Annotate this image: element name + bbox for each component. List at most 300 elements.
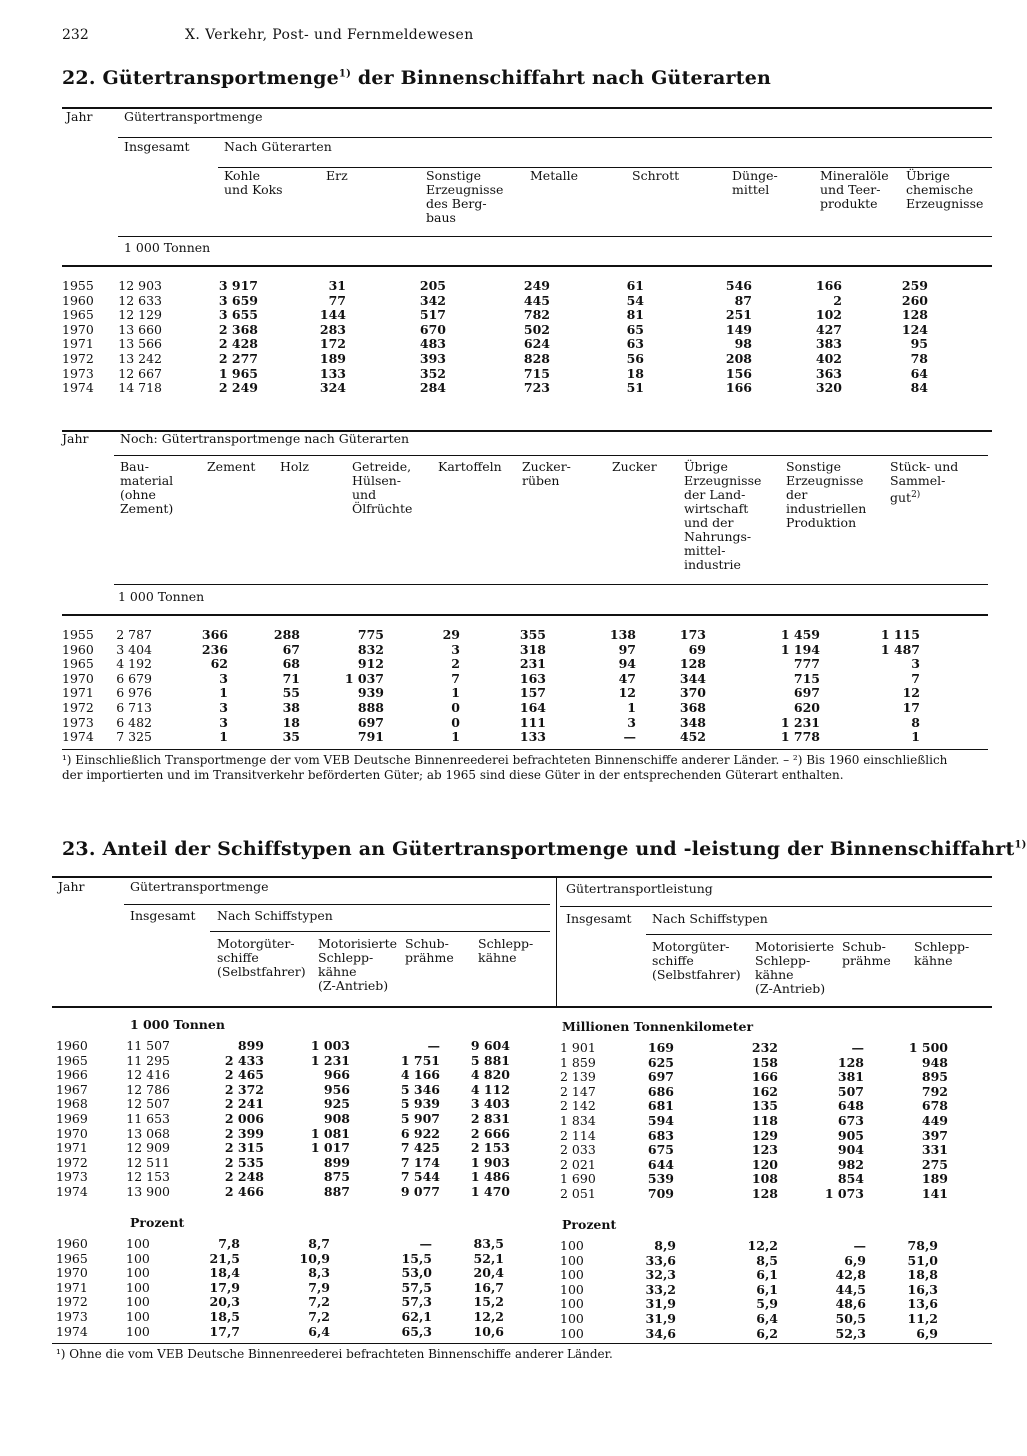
table-cell: 1970 (62, 321, 94, 337)
table-cell: 6 976 (116, 685, 152, 701)
table-cell: 259 (901, 278, 928, 293)
t22b-column-header: Getreide, Hülsen- und Ölfrüchte (352, 459, 413, 516)
table-cell: 3 (219, 670, 228, 686)
table-cell: 57,5 (401, 1279, 432, 1295)
table-cell: 100 (560, 1252, 584, 1268)
table-cell: 2 249 (218, 380, 258, 396)
table-cell: 1 834 (560, 1112, 596, 1128)
table-cell: 854 (837, 1171, 864, 1187)
table-cell: 502 (523, 321, 550, 337)
table-cell: 31 (328, 278, 346, 293)
table-cell: 352 (419, 365, 446, 381)
table-cell: 675 (647, 1142, 674, 1158)
table-cell: 1970 (62, 670, 94, 686)
table-cell: 1966 (56, 1067, 88, 1083)
table-cell: 1970 (56, 1265, 88, 1281)
table-cell: 163 (519, 670, 546, 686)
table-cell: 6,4 (756, 1310, 778, 1326)
data-column (896, 1041, 948, 1202)
table-cell: 1 115 (880, 627, 920, 642)
table-cell: 7,9 (308, 1279, 330, 1295)
t22-column-header: Dünge- mittel (732, 168, 778, 197)
table-cell: 715 (793, 670, 820, 686)
table-cell: 57,3 (401, 1294, 432, 1310)
t23-left-nach-label: Nach Schiffstypen (217, 908, 333, 923)
table-cell: 1 690 (560, 1171, 596, 1187)
table-cell: 2 114 (560, 1127, 596, 1143)
t22-column-header: Übrige chemische Erzeugnisse (906, 168, 984, 211)
t23-unit-right: Millionen Tonnenkilometer (562, 1019, 754, 1034)
t23-right-nach-label: Nach Schiffstypen (652, 911, 768, 926)
table-cell: 275 (921, 1156, 948, 1172)
table-cell: 625 (647, 1054, 674, 1070)
table-cell: 1965 (56, 1250, 88, 1266)
table-cell: 1974 (56, 1323, 88, 1339)
table-cell: 912 (357, 656, 384, 672)
table-cell: 1 (451, 685, 460, 701)
table-cell: 381 (837, 1069, 864, 1085)
t22-unit-label: 1 000 Tonnen (124, 240, 211, 255)
table-cell: 52,1 (473, 1250, 504, 1266)
rule (52, 1006, 992, 1008)
table-cell: 18 (282, 714, 300, 730)
table-cell: 1960 (62, 641, 94, 657)
data-column (502, 628, 546, 745)
data-column (400, 279, 446, 396)
table-cell: 42,8 (835, 1267, 866, 1283)
t22-footnote-1: ¹) Einschließlich Transportmenge der vom VEB Deutsche Binnenreederei befrachteten Binnenschiffe anderer Länder. – ²) Bis 1960 einschließlich (62, 753, 948, 767)
table-cell: 12 416 (126, 1067, 170, 1083)
table-cell: 7,2 (308, 1308, 330, 1324)
table-cell: 8,7 (308, 1236, 330, 1251)
table-cell: 1970 (56, 1125, 88, 1141)
table-cell: 189 (319, 350, 346, 366)
table-cell: 97 (618, 641, 636, 657)
table-cell: 1 037 (344, 670, 384, 686)
t23-column-header: Motorisierte Schlepp- kähne (Z-Antrieb) (755, 939, 835, 996)
table-cell: 594 (647, 1112, 674, 1128)
table-cell: 366 (201, 627, 228, 642)
table-cell: 318 (519, 641, 546, 657)
table-cell: 507 (837, 1083, 864, 1099)
table-cell: 100 (560, 1238, 584, 1253)
table-cell: 100 (560, 1267, 584, 1283)
t22-insgesamt-label: Insgesamt (124, 139, 190, 154)
table-cell: 149 (725, 321, 752, 337)
rule (210, 931, 550, 932)
table-cell: 5 907 (400, 1110, 440, 1126)
table-cell: 10,6 (473, 1323, 504, 1339)
table-cell: 1972 (56, 1294, 88, 1310)
table-cell: 100 (126, 1250, 150, 1266)
table-cell: 1 486 (470, 1169, 510, 1185)
table-cell: 166 (725, 380, 752, 396)
t22b-column-header: Kartoffeln (438, 459, 502, 474)
table-cell: 172 (319, 336, 346, 352)
table-cell: 355 (519, 627, 546, 642)
table-cell: 1971 (62, 685, 94, 701)
table-cell: 0 (451, 699, 460, 715)
table-cell: 1971 (56, 1279, 88, 1295)
data-column (210, 279, 258, 396)
t22b-column-header: Zucker (612, 459, 657, 474)
table-cell: 331 (921, 1142, 948, 1158)
table-cell: 2 139 (560, 1069, 596, 1085)
table-cell: 38 (282, 699, 300, 715)
table-cell: 11 507 (126, 1038, 170, 1053)
table-cell: 34,6 (645, 1325, 676, 1341)
table-cell: 54 (626, 292, 644, 308)
table-cell: 2 535 (224, 1154, 264, 1170)
table-cell: 1971 (56, 1140, 88, 1156)
data-column (734, 1239, 778, 1341)
table-cell: 100 (126, 1308, 150, 1324)
data-column (336, 628, 384, 745)
t22-column-header: Sonstige Erzeugnisse des Berg- baus (426, 168, 504, 225)
rule (114, 584, 988, 585)
table-cell: 3 917 (218, 278, 258, 293)
table-cell: 12 511 (126, 1154, 170, 1170)
table-cell: 50,5 (835, 1310, 866, 1326)
table-cell: 12 129 (118, 307, 162, 323)
table-cell: 3 403 (470, 1096, 510, 1112)
t23-column-header: Schub- prähme (842, 939, 891, 968)
table-cell: 1 500 (908, 1040, 948, 1055)
table-cell: 2 433 (224, 1052, 264, 1068)
table-cell: 173 (679, 627, 706, 642)
table-cell: 32,3 (645, 1267, 676, 1283)
data-column (126, 1237, 156, 1339)
table-cell: 908 (323, 1110, 350, 1126)
table-cell: 61 (626, 278, 644, 293)
table-cell: 324 (319, 380, 346, 396)
table-cell: 6,1 (756, 1281, 778, 1297)
t22-column-header: Erz (326, 168, 348, 183)
table-cell: 236 (201, 641, 228, 657)
table-cell: 12 507 (126, 1096, 170, 1112)
table-cell: 2 372 (224, 1081, 264, 1097)
table-cell: 10,9 (299, 1250, 330, 1266)
t23-right-insgesamt-label: Insgesamt (566, 911, 632, 926)
table-cell: 2 787 (116, 627, 152, 642)
table-cell: 51 (626, 380, 644, 396)
table-cell: 71 (282, 670, 300, 686)
table-cell: 925 (323, 1096, 350, 1112)
table-cell: 1974 (56, 1183, 88, 1199)
table-cell: 95 (910, 336, 928, 352)
table-cell: 2 006 (224, 1110, 264, 1126)
table-cell: 6 713 (116, 699, 152, 715)
rule (560, 906, 992, 907)
t23-column-header: Schlepp- kähne (478, 936, 534, 965)
table-cell: 2 241 (224, 1096, 264, 1112)
table22-title: 22. Gütertransportmenge$^{1)}$ der Binnenschiffahrt nach Güterarten (62, 67, 772, 89)
table-cell: 427 (815, 321, 842, 337)
t22b-jahr-label: Jahr (62, 431, 89, 446)
table-cell: 5,9 (756, 1296, 778, 1312)
table-cell: 4 192 (116, 656, 152, 672)
table-cell: 284 (419, 380, 446, 396)
table-cell: 697 (647, 1069, 674, 1085)
table-cell: 13 660 (118, 321, 162, 337)
table-cell: 33,6 (645, 1252, 676, 1268)
table-cell: 156 (725, 365, 752, 381)
rule (118, 137, 992, 138)
t22b-column-header: Holz (280, 459, 310, 474)
table-cell: 1967 (56, 1081, 88, 1097)
t23-unit-left: 1 000 Tonnen (130, 1017, 225, 1032)
table-cell: 5 939 (400, 1096, 440, 1112)
table-cell: 344 (679, 670, 706, 686)
table-cell: 6,2 (756, 1325, 778, 1341)
table-cell: 1972 (62, 350, 94, 366)
table-cell: 1972 (62, 699, 94, 715)
table-cell: 342 (419, 292, 446, 308)
table-cell: 2 033 (560, 1142, 596, 1158)
table-cell: 723 (523, 380, 550, 396)
table-cell: 189 (921, 1171, 948, 1187)
t22b-column-header: Zement (207, 459, 256, 474)
table-cell: 791 (357, 729, 384, 745)
table-cell: 832 (357, 641, 384, 657)
table-cell: 18 (626, 365, 644, 381)
table23-title: 23. Anteil der Schiffstypen an Gütertransportmenge und -leistung der Binnenschiffahrt$^{1)}$ (62, 838, 1027, 860)
data-column (190, 628, 228, 745)
table-cell: 1 470 (470, 1183, 510, 1199)
table-cell: 686 (647, 1083, 674, 1099)
table-cell: 1 231 (310, 1052, 350, 1068)
table-cell: 11 653 (126, 1110, 170, 1126)
table-cell: — (623, 729, 636, 745)
table-cell: 288 (273, 627, 300, 642)
table-cell: 12 633 (118, 292, 162, 308)
table-cell: — (419, 1236, 432, 1251)
table-cell: 7 544 (400, 1169, 440, 1185)
table-cell: 517 (419, 307, 446, 323)
table-cell: 644 (647, 1156, 674, 1172)
table-cell: 67 (282, 641, 300, 657)
t23-left-insgesamt-label: Insgesamt (130, 908, 196, 923)
table-cell: 118 (751, 1112, 778, 1128)
table-cell: 12 667 (118, 365, 162, 381)
table-cell: 7,8 (218, 1236, 240, 1251)
table-cell: 393 (419, 350, 446, 366)
table-cell: 697 (357, 714, 384, 730)
table-cell: 6,9 (916, 1325, 938, 1341)
table-cell: — (427, 1038, 440, 1053)
t23-footnote: ¹) Ohne die vom VEB Deutsche Binnenreederei befrachteten Binnenschiffe anderer Länder. (56, 1347, 613, 1361)
table-cell: 828 (523, 350, 550, 366)
table-cell: 1973 (62, 714, 94, 730)
table-cell: 21,5 (209, 1250, 240, 1266)
table-cell: 100 (560, 1325, 584, 1341)
t22-column-header: Metalle (530, 168, 579, 183)
table-cell: 1 778 (780, 729, 820, 745)
table-cell: 52,3 (835, 1325, 866, 1341)
t22b-column-header: Sonstige Erzeugnisse der industriellen Produktion (786, 459, 867, 530)
table-cell: 673 (837, 1112, 864, 1128)
table-cell: 5 346 (400, 1081, 440, 1097)
data-column (818, 1041, 864, 1202)
table-cell: 383 (815, 336, 842, 352)
table-cell: 1973 (62, 365, 94, 381)
table-cell: 6,9 (844, 1252, 866, 1268)
table-cell: 16,7 (473, 1279, 504, 1295)
table-cell: 1974 (62, 380, 94, 396)
table-cell: 904 (837, 1142, 864, 1158)
table-cell: 2 399 (224, 1125, 264, 1141)
table-cell: 251 (725, 307, 752, 323)
table-cell: 670 (419, 321, 446, 337)
table-cell: 3 655 (218, 307, 258, 323)
table-cell: 6 922 (400, 1125, 440, 1141)
table-cell: 6 482 (116, 714, 152, 730)
table-cell: 162 (751, 1083, 778, 1099)
table-cell: 8,5 (756, 1252, 778, 1268)
table-cell: 158 (751, 1054, 778, 1070)
data-column (500, 279, 550, 396)
t23-pct-label-right: Prozent (562, 1217, 617, 1232)
table-cell: 56 (626, 350, 644, 366)
table-cell: 17 (902, 699, 920, 715)
table-cell: 539 (647, 1171, 674, 1187)
table-cell: 100 (126, 1294, 150, 1310)
table-cell: 123 (751, 1142, 778, 1158)
table-cell: 128 (751, 1185, 778, 1201)
table-cell: 2 248 (224, 1169, 264, 1185)
table-cell: 133 (319, 365, 346, 381)
table-cell: 205 (419, 278, 446, 293)
table-cell: 1973 (56, 1308, 88, 1324)
data-column (632, 1041, 674, 1202)
t22b-column-header: Zucker- rüben (522, 459, 571, 488)
footnote-marker: 2) (911, 490, 921, 500)
table-cell: 2 315 (224, 1140, 264, 1156)
data-column (116, 1039, 170, 1200)
table-cell: 2 466 (224, 1183, 264, 1199)
table-cell: 3 (219, 714, 228, 730)
table-cell: 283 (319, 321, 346, 337)
table-cell: 100 (126, 1279, 150, 1295)
table-cell: 1 751 (400, 1052, 440, 1068)
table-cell: 33,2 (645, 1281, 676, 1297)
year-column (62, 279, 102, 396)
table-cell: 15,2 (473, 1294, 504, 1310)
rule (62, 265, 992, 267)
t22-jahr-label: Jahr (66, 109, 93, 124)
table-cell: 2 142 (560, 1098, 596, 1114)
table-cell: 483 (419, 336, 446, 352)
table-cell: 445 (523, 292, 550, 308)
table-cell: 12,2 (747, 1238, 778, 1253)
data-column (712, 279, 752, 396)
table-cell: 62,1 (401, 1308, 432, 1324)
rule (52, 1343, 992, 1344)
t23-jahr-label: Jahr (58, 879, 85, 894)
table-cell: 100 (126, 1323, 150, 1339)
table-cell: 13 068 (126, 1125, 170, 1141)
table-cell: 17,7 (209, 1323, 240, 1339)
table-cell: 18,4 (209, 1265, 240, 1281)
data-column (260, 628, 300, 745)
data-column (300, 279, 346, 396)
t23-left-group-label: Gütertransportmenge (130, 879, 269, 894)
table-cell: 2 (833, 292, 842, 308)
table-cell: 1960 (62, 292, 94, 308)
table-cell: 715 (523, 365, 550, 381)
table-cell: 1 (219, 685, 228, 701)
table-cell: 4 820 (470, 1067, 510, 1083)
table-cell: 138 (609, 627, 636, 642)
table-cell: 4 166 (400, 1067, 440, 1083)
table-cell: 777 (793, 656, 820, 672)
table-cell: 13 900 (126, 1183, 170, 1199)
table-cell: 1 459 (780, 627, 820, 642)
table-cell: 29 (442, 627, 460, 642)
table-cell: 948 (921, 1054, 948, 1070)
rule (52, 876, 992, 878)
table-cell: 13 566 (118, 336, 162, 352)
table-cell: 2 465 (224, 1067, 264, 1083)
data-column (300, 1039, 350, 1200)
divider (556, 877, 557, 1007)
table-cell: 7 (451, 670, 460, 686)
data-column (110, 279, 162, 396)
table-cell: 1 003 (310, 1038, 350, 1053)
table-cell: 905 (837, 1127, 864, 1143)
t22-column-header: Kohle und Koks (224, 168, 283, 197)
t23-right-group-label: Gütertransportleistung (566, 881, 713, 896)
table-cell: 77 (328, 292, 346, 308)
table-cell: 31,9 (645, 1296, 676, 1312)
table-cell: 939 (357, 685, 384, 701)
table-cell: 102 (815, 307, 842, 323)
table-cell: 129 (751, 1127, 778, 1143)
table-cell: 15,5 (401, 1250, 432, 1266)
data-column (634, 1239, 676, 1341)
table-cell: 128 (679, 656, 706, 672)
table-cell: 9 604 (470, 1038, 510, 1053)
table-cell: 678 (921, 1098, 948, 1114)
table-cell: 1960 (56, 1236, 88, 1251)
data-column (880, 279, 928, 396)
data-column (392, 1039, 440, 1200)
data-column (876, 628, 920, 745)
table-cell: 7,2 (308, 1294, 330, 1310)
table-cell: 1965 (62, 307, 94, 323)
table-cell: 2 153 (470, 1140, 510, 1156)
data-column (826, 1239, 866, 1341)
table-cell: 84 (910, 380, 928, 396)
table-cell: 2 666 (470, 1125, 510, 1141)
table-cell: 2 428 (218, 336, 258, 352)
table-cell: 2 (451, 656, 460, 672)
table-cell: 1972 (56, 1154, 88, 1170)
table-cell: 100 (126, 1265, 150, 1281)
table-cell: 48,6 (835, 1296, 866, 1312)
data-column (560, 1041, 600, 1202)
table-cell: 5 881 (470, 1052, 510, 1068)
table-cell: 44,5 (835, 1281, 866, 1297)
rule (118, 236, 992, 237)
table-cell: 449 (921, 1112, 948, 1128)
t22-nach-label: Nach Güterarten (224, 139, 332, 154)
t22b-column-header: Bau- material (ohne Zement) (120, 459, 174, 516)
table-cell: 53,0 (401, 1265, 432, 1281)
table-cell: 370 (679, 685, 706, 701)
table-cell: 2 147 (560, 1083, 596, 1099)
table-cell: 7 (911, 670, 920, 686)
